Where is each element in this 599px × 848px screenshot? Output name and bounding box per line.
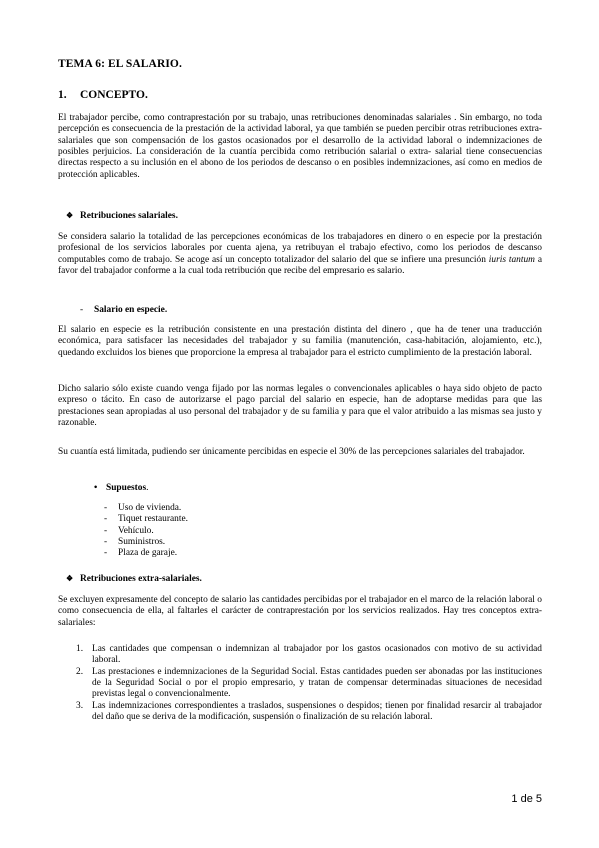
list-item-text: Las cantidades que compensan o indemnizan al trabajador por los gastos ocasionados con motivo de su actividad laboral. xyxy=(92,644,542,666)
dot-bullet-icon: • xyxy=(94,483,98,493)
especie-paragraph-3: Su cuantía está limitada, pudiendo ser únicamente percibidas en especie el 30% de las percepciones salariales del trabajador. xyxy=(58,447,525,457)
list-item xyxy=(104,526,188,537)
extra-salariales-heading-text: Retribuciones extra-salariales. xyxy=(80,574,202,584)
extra-salariales-paragraph: Se excluyen expresamente del concepto de salario las cantidades percibidas por el trabajador en el marco de la relación laboral o como consecuencia de ella, al faltarles el carácter de contraprestación por los servicios realizados. Hay tres conceptos extra-salariales: xyxy=(58,595,542,628)
section-number: 1. xyxy=(58,89,67,101)
dash-bullet: - xyxy=(104,536,108,547)
section-heading xyxy=(58,89,148,101)
list-item xyxy=(104,514,188,525)
dash-bullet: - xyxy=(104,514,108,525)
list-item-text: Plaza de garaje. xyxy=(118,548,178,559)
dash-bullet: - xyxy=(104,503,108,513)
list-number: 3. xyxy=(76,700,84,711)
extra-salariales-list xyxy=(76,644,542,723)
supuestos-list xyxy=(104,503,188,559)
list-item xyxy=(76,644,542,667)
list-item-text: Las prestaciones e indemnizaciones de la Seguridad Social. Estas cantidades pueden ser abonadas por las instituciones de la Seguridad Social o por el propio empresario, y tratan de compensar determinadas situaciones de necesidad previstas legal o convencionalmente. xyxy=(92,666,542,700)
salariales-paragraph xyxy=(58,232,542,277)
list-item xyxy=(104,503,188,514)
salariales-text-after: a favor del trabajador conforme a la cual toda retribución que recibe del empresario es salario. xyxy=(58,254,542,277)
supuestos-heading-suffix: . xyxy=(146,483,149,493)
salariales-heading xyxy=(66,211,178,221)
list-number: 2. xyxy=(76,666,84,677)
list-item-text: Suministros. xyxy=(118,536,166,547)
dash-bullet: - xyxy=(80,305,84,315)
especie-heading-text: Salario en especie. xyxy=(94,305,168,315)
dash-bullet: - xyxy=(104,525,108,536)
list-item xyxy=(76,667,542,701)
especie-heading xyxy=(80,305,167,315)
list-item-text: Uso de vivienda. xyxy=(118,503,182,513)
especie-paragraph-1: El salario en especie es la retribución consistente en una prestación distinta del dinero , que ha de tener una traducción económica, para satisfacer las necesidades del trabajador y su familia (manutención, casa-habitación, alojamiento, etc.), quedando excluidos los bienes que proporcione la empresa al trabajador para el estricto cumplimiento de la prestación laboral. xyxy=(58,325,542,358)
dash-bullet: - xyxy=(104,548,108,559)
extra-salariales-heading xyxy=(66,574,202,584)
especie-paragraph-2: Dicho salario sólo existe cuando venga fijado por las normas legales o convencionales aplicables o haya sido objeto de pacto expreso o tácito. En caso de autorizarse el pago parcial del salario en especie, han de adoptarse medidas para que las prestaciones sean apropiadas al uso personal del trabajador y de su familia y para que el valor atribuido a las mismas sea justo y razonable. xyxy=(58,384,542,429)
salariales-text-before: Se considera salario la totalidad de las percepciones económicas de los trabajadores en dinero o en especie por la prestación profesional de los servicios laborales por cuenta ajena, ya retribuyan el trabajo efectivo, como los periodos de descanso computables como de trabajo. Se acoge así un concepto totalizador del salario del que se infiere una presunción xyxy=(58,232,542,265)
diamond-bullet-icon: ❖ xyxy=(66,211,74,220)
list-item-text: Vehículo. xyxy=(118,525,154,536)
list-number: 1. xyxy=(76,644,84,654)
document-title: TEMA 6: EL SALARIO. xyxy=(58,58,182,70)
list-item-text: Las indemnizaciones correspondientes a traslados, suspensiones o despidos; tienen por finalidad resarcir al trabajador del daño que se deriva de la modificación, suspensión o finalización de su relación laboral. xyxy=(92,700,542,723)
list-item xyxy=(104,548,188,559)
section-title: CONCEPTO. xyxy=(80,89,148,101)
supuestos-heading-text: Supuestos xyxy=(106,483,147,493)
supuestos-heading xyxy=(94,483,148,493)
salariales-heading-text: Retribuciones salariales. xyxy=(80,211,178,221)
list-item-text: Tiquet restaurante. xyxy=(118,514,188,525)
page-number: 1 de 5 xyxy=(511,793,542,805)
list-item xyxy=(76,701,542,724)
list-item xyxy=(104,537,188,548)
diamond-bullet-icon: ❖ xyxy=(66,574,74,583)
salariales-italic: iuris tantum xyxy=(488,254,535,265)
intro-paragraph: El trabajador percibe, como contraprestación por su trabajo, unas retribuciones denominadas salariales . Sin embargo, no toda percepción es consecuencia de la prestación de la actividad laboral, ya que también se pueden percibir otras retribuciones extra-salariales que son compensación de los gastos ocasionados por el desarrollo de la actividad laboral o indemnizaciones de posibles perjuicios. La consideración de la cuantía percibida como retribución salarial o extra- salarial tiene consecuencias directas respecto a su inclusión en el abono de los periodos de descanso o en posibles indemnizaciones, así como en medios de protección aplicables. xyxy=(58,113,542,180)
